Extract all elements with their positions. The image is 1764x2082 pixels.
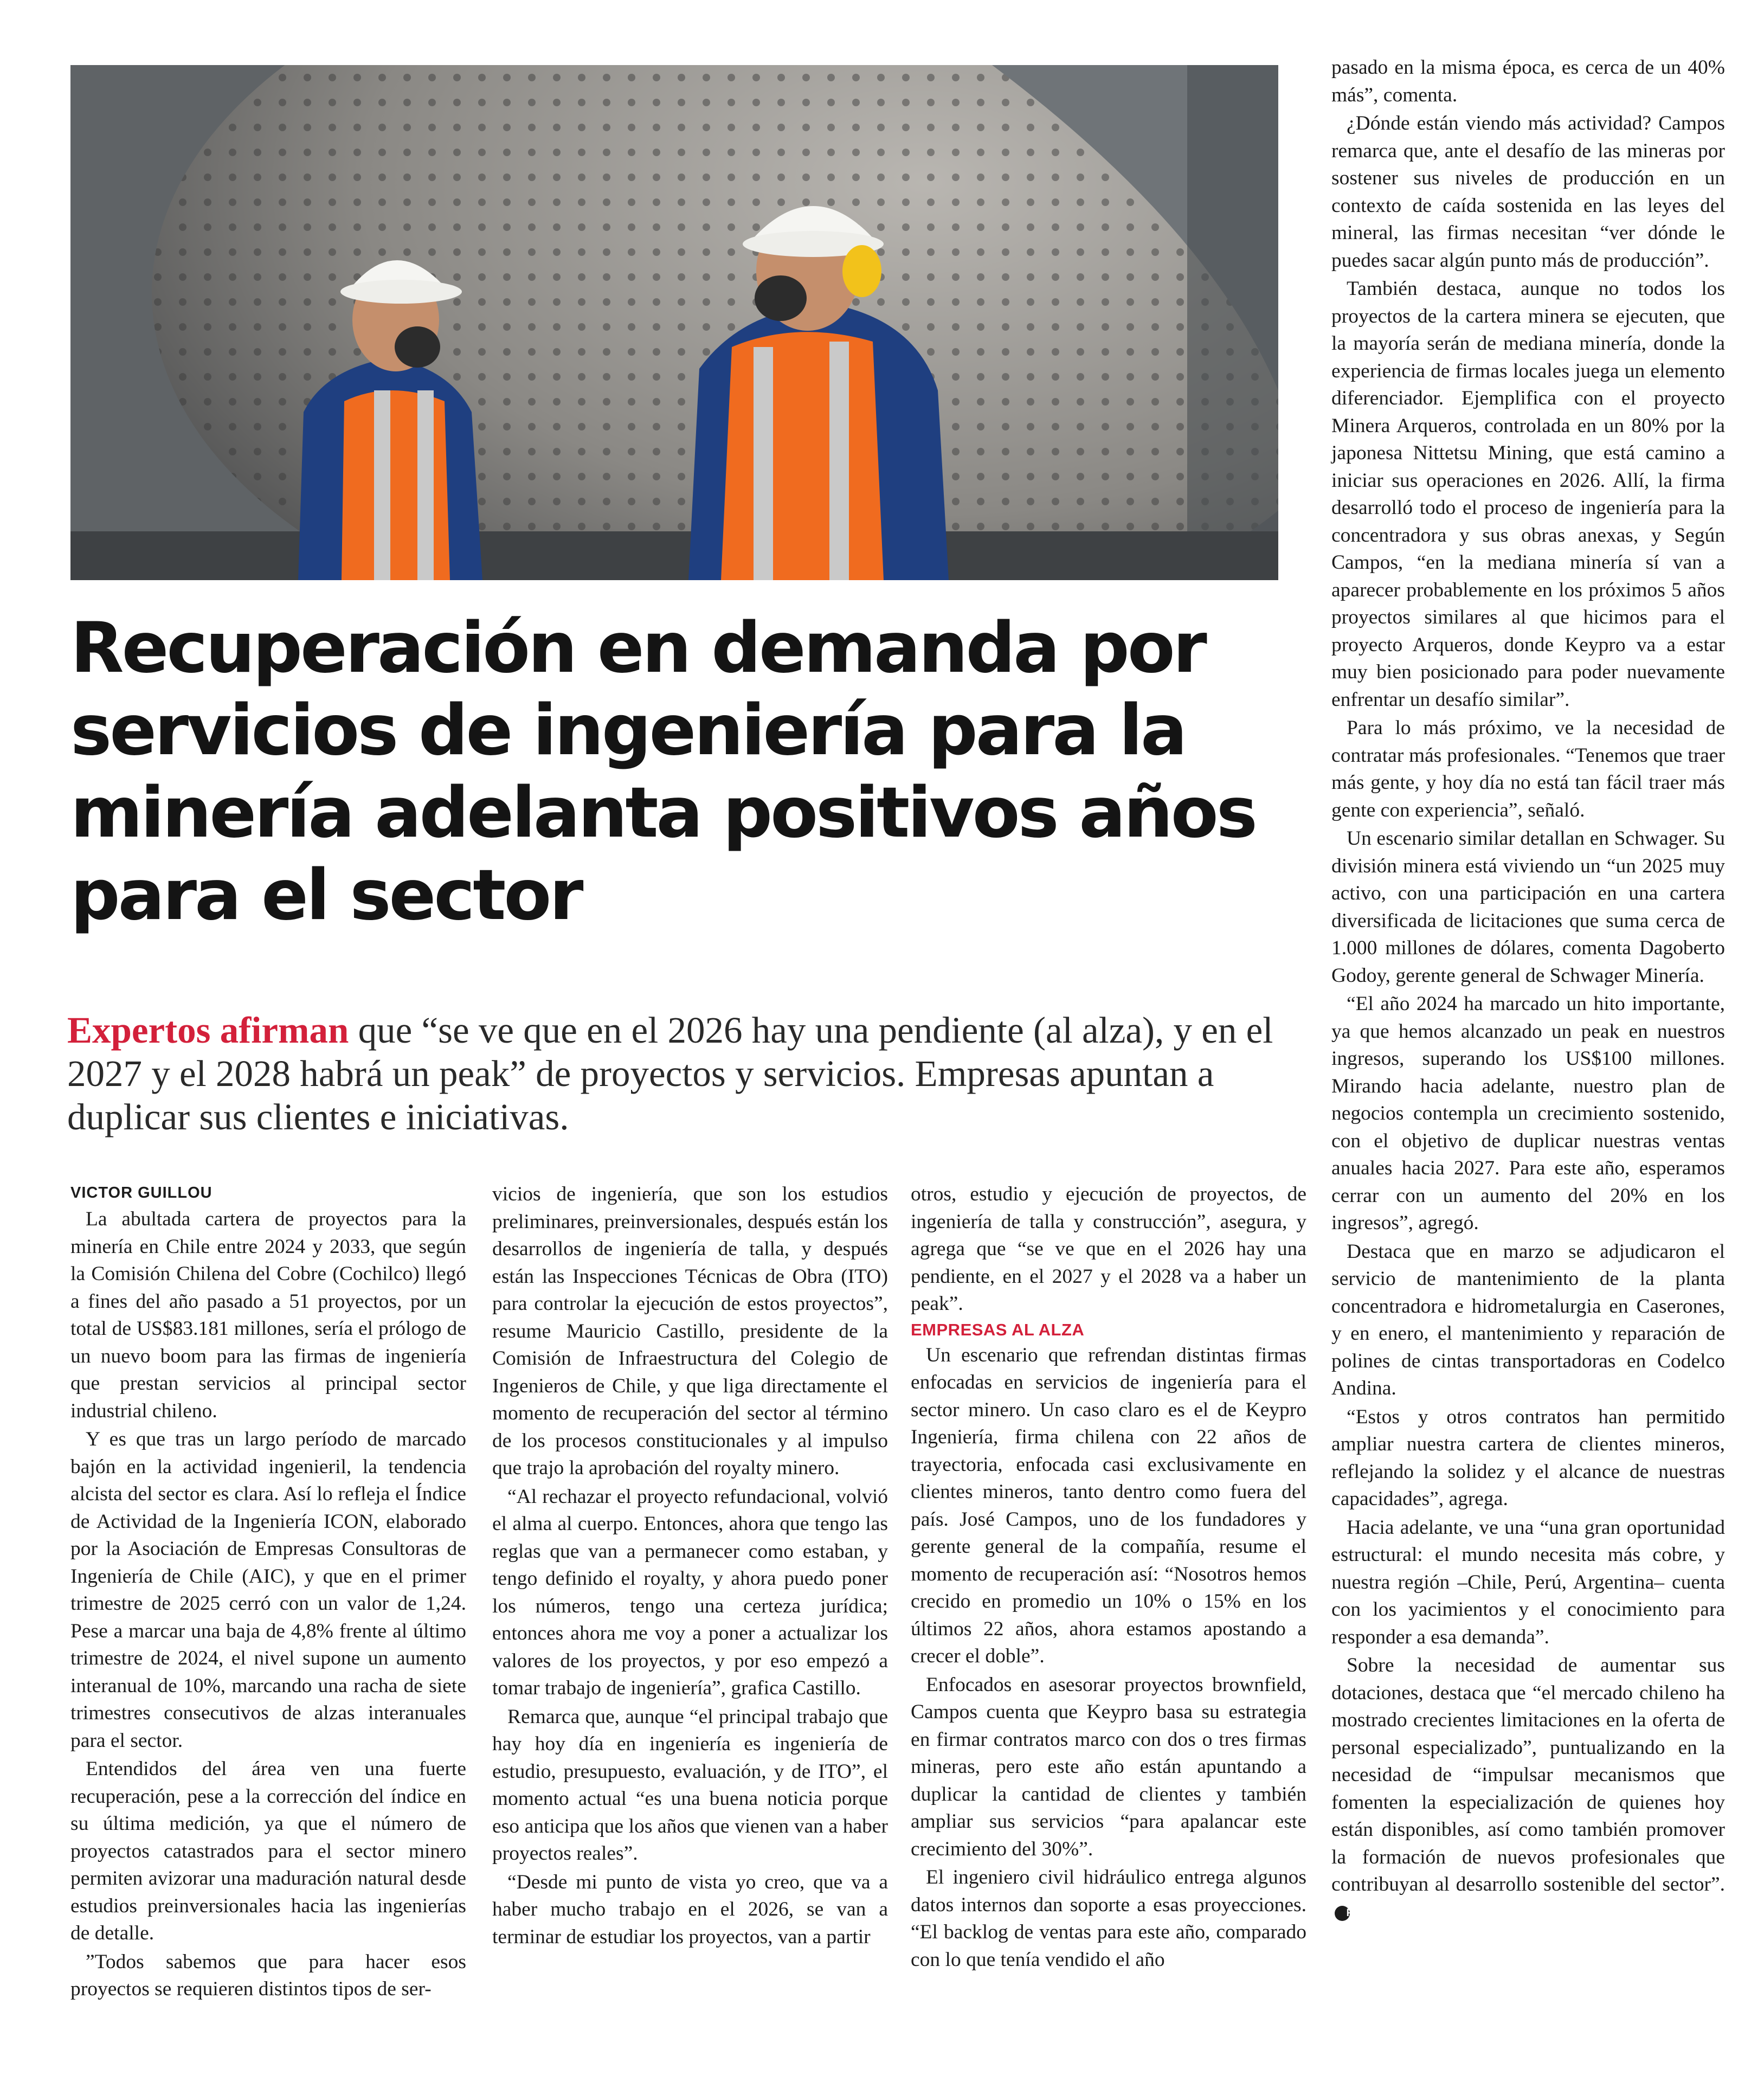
paragraph: El ingeniero civil hidráulico entrega algunos datos internos dan soporte a esas proyecciones. “El backlog de ventas para este año, comparado con lo que tenía vendido el año: [911, 1866, 1306, 1971]
paragraph: Y es que tras un largo período de marcado bajón en la actividad ingenieril, la tendencia alcista del sector es clara. Así lo refleja el Índice de Actividad de la Ingeniería ICON, elaborado por la Asociación de Empresas Consultoras de Ingeniería de Chile (AIC), y que en el primer trimestre de 2025 cerró con un valor de 1,24. Pese a marcar una baja de 4,8% frente al último trimestre de 2024, el nivel supone un aumento interanual de 10%, marcando una racha de siete trimestres consecutivos de alzas interanuales para el sector.: [70, 1428, 466, 1752]
paragraph: otros, estudio y ejecución de proyectos, de ingeniería de talla y construcción”, asegura, y agrega que “se ve que en el 2026 hay una pendiente, en el 2027 y el 2028 va a haber un peak”.: [911, 1183, 1306, 1315]
paragraph: Un escenario que refrendan distintas firmas enfocadas en servicios de ingeniería para el sector minero. Un caso claro es el de Keypro Ingeniería, firma chilena con 22 años de trayectoria, enfocada casi exclusivamente en clientes mineros, tanto dentro como fuera del país. José Campos, uno de los fundadores y gerente general de la compañía, resume el momento de recuperación así: “Nosotros hemos crecido en promedio un 10% o 15% en los últimos 22 años, ahora estamos apostando a crecer el doble”.: [911, 1344, 1306, 1667]
paragraph: Destaca que en marzo se adjudicaron el servicio de mantenimiento de la planta concentradora e hidrometalurgia en Caserones, y en enero, el mantenimiento y reparación de polines de cintas transportadoras en Codelco Andina.: [1331, 1240, 1725, 1399]
paragraph: Entendidos del área ven una fuerte recuperación, pese a la corrección del índice en su última medición, ya que el número de proyectos catastrados para el sector minero permiten avizorar una maduración natural desde estudios preinversionales hacia las ingenierías de detalle.: [70, 1758, 466, 1944]
article-photo: [70, 65, 1278, 580]
paragraph: Remarca que, aunque “el principal trabajo que hay hoy día en ingeniería es ingeniería de estudio, presupuesto, evaluación, y de ITO”, el momento actual “es una buena noticia porque eso anticipa que los años que vienen van a haber proyectos reales”.: [492, 1705, 888, 1865]
paragraph: Hacia adelante, ve una “una gran oportunidad estructural: el mundo necesita más cobre, y nuestra región –Chile, Perú, Argentina– cuenta con los yacimientos y el conocimiento para responder a esa demanda”.: [1331, 1516, 1725, 1648]
paragraph: También destaca, aunque no todos los proyectos de la cartera minera se ejecuten, que la mayoría serán de mediana minería, donde la experiencia de firmas locales juega un elemento diferenciador. Ejemplifica con el proyecto Minera Arqueros, controlada en un 80% por la japonesa Nittetsu Mining, que está camino a iniciar sus operaciones en 2026. Allí, la firma desarrolló todo el proceso de ingeniería para la concentradora y sus obras anexas, y Según Campos, “en la mediana minería sí van a aparecer probablemente en los próximos 5 años proyectos similares al que hicimos para el proyecto Arqueros, donde Keypro va a estar muy bien posicionado para poder nuevamente enfrentar un desafío similar”.: [1331, 278, 1725, 711]
deck-text: que “se ve que en el 2026 hay una pendiente (al alza), y en el 2027 y el 2028 habrá un peak” de proyectos y servicios. Empresas apuntan a duplicar sus clientes e iniciativas.: [67, 1010, 1273, 1138]
paragraph-text: Sobre la necesidad de aumentar sus dotaciones, destaca que “el mercado chileno ha mostrado crecientes limitaciones en la oferta de personal especializado”, puntualizando en la necesidad de “impulsar mecanismos que fomenten la especialización de quienes hoy están disponibles, así como también promover la formación de nuevos profesionales que contribuyan al desarrollo sostenible del sector”.: [1331, 1654, 1725, 1895]
deck-lead: Expertos afirman: [67, 1010, 349, 1051]
paragraph-last: [1331, 1652, 1725, 1926]
paragraph: Para lo más próximo, ve la necesidad de contratar más profesionales. “Tenemos que traer más gente, y hoy día no está tan fácil traer más gente con experiencia”, señaló.: [1331, 717, 1725, 821]
paragraph: vicios de ingeniería, que son los estudios preliminares, preinversionales, después están los desarrollos de ingeniería de talla, y después están las Inspecciones Técnicas de Obra (ITO) para controlar la ejecución de estos proyectos”, resume Mauricio Castillo, presidente de la Comisión de Infraestructura del Colegio de Ingenieros de Chile, y que liga directamente el momento de recuperación del sector al término de los procesos constitucionales y al impulso que trajo la aprobación del royalty minero.: [492, 1183, 888, 1479]
end-mark-icon: P: [1335, 1906, 1350, 1921]
deck: [67, 1008, 1292, 1139]
paragraph: Enfocados en asesorar proyectos brownfield, Campos cuenta que Keypro basa su estrategia en firmar contratos marco con dos o tres firmas mineras, pero este año están apuntando a duplicar la cantidad de clientes y también ampliar sus servicios “para apalancar este crecimiento del 30%”.: [911, 1673, 1306, 1860]
column-3: [911, 1181, 1306, 1975]
paragraph: “El año 2024 ha marcado un hito importante, ya que hemos alcanzado un peak en nuestros ingresos, superando los US$100 millones. Mirando hacia adelante, nuestro plan de negocios contempla un crecimiento sostenido, con el objetivo de duplicar nuestras ventas anuales hacia 2027. Para este año, esperamos cerrar con un aumento del 20% en los ingresos”, agregó.: [1331, 993, 1725, 1234]
headline: Recuperación en demanda por servicios de ingeniería para la minería adelanta positivos años para el sector: [70, 608, 1256, 936]
paragraph: “Desde mi punto de vista yo creo, que va a haber mucho trabajo en el 2026, se van a terminar de estudiar los proyectos, van a partir: [492, 1871, 888, 1948]
paragraph: ”Todos sabemos que para hacer esos proyectos se requieren distintos tipos de ser-: [70, 1950, 466, 2000]
paragraph: ¿Dónde están viendo más actividad? Campos remarca que, ante el desafío de las mineras por sostener sus niveles de producción en un contexto de caída sostenida en las leyes del mineral, las firmas necesitan “ver dónde le puedes sacar algún punto más de producción”.: [1331, 112, 1725, 272]
miners-photo-icon: [70, 65, 1278, 580]
column-4: [1331, 54, 1725, 1927]
section-subhead: EMPRESAS AL ALZA: [911, 1320, 1085, 1339]
column-2: [492, 1181, 888, 1952]
paragraph: pasado en la misma época, es cerca de un 40% más”, comenta.: [1331, 56, 1725, 106]
byline: VICTOR GUILLOU: [70, 1184, 213, 1201]
paragraph: La abultada cartera de proyectos para la minería en Chile entre 2024 y 2033, que según la Comisión Chilena del Cobre (Cochilco) llegó a fines del año pasado a 51 proyectos, por un total de US$83.181 millones, sería el prólogo de un nuevo boom para las firmas de ingeniería que prestan servicios al principal sector industrial chileno.: [70, 1208, 466, 1422]
paragraph: “Al rechazar el proyecto refundacional, volvió el alma al cuerpo. Entonces, ahora que tengo las reglas que van a permanecer como estaban, y tengo definido el royalty, y ahora puedo poner los números, tengo una certeza jurídica; entonces ahora me voy a poner a actualizar los valores de los proyectos, y por eso empezó a tomar trabajo de ingeniería”, grafica Castillo.: [492, 1485, 888, 1699]
paragraph: “Estos y otros contratos han permitido ampliar nuestra cartera de clientes mineros, reflejando la solidez y el alcance de nuestras capacidades”, agrega.: [1331, 1405, 1725, 1510]
column-1: [70, 1181, 466, 2004]
paragraph: Un escenario similar detallan en Schwager. Su división minera está viviendo un “un 2025 muy activo, con una participación en una cartera diversificada de licitaciones que suma cerca de 1.000 millones de dólares, comenta Dagoberto Godoy, gerente general de Schwager Minería.: [1331, 827, 1725, 987]
